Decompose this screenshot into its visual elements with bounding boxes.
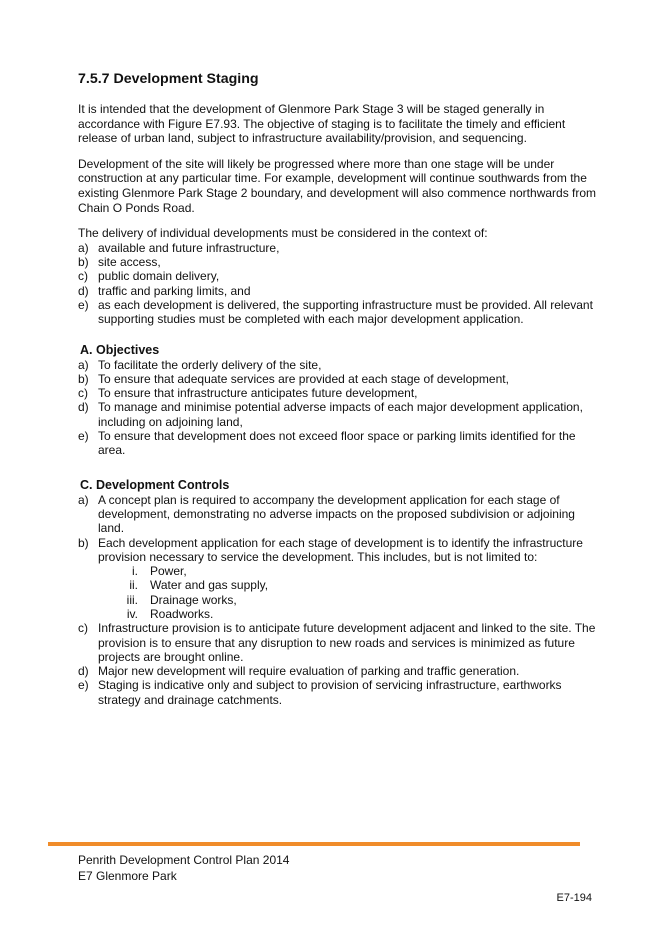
list-item: b) Each development application for each stage of development is to identify the infrastructure provision necessary to service the development. This includes, but is not limited to: i. Power, ii. Water and gas supply, iii. Drainage works, iv. Roadworks. [78,536,598,622]
list-item: b) site access, [78,255,161,270]
list-item: a) To facilitate the orderly delivery of the site, [78,357,322,372]
controls-heading: C. Development Controls [80,477,230,492]
objectives-heading: A. Objectives [80,342,160,357]
list-item: e) To ensure that development does not exceed floor space or parking limits identified for the area. [78,429,576,458]
list-item: c) Infrastructure provision is to anticipate future development adjacent and linked to the site. The provision is to ensure that any disruption to new roads and services is minimized as future projects are brought online. [78,621,596,664]
list-item: b) To ensure that adequate services are provided at each stage of development, [78,371,509,386]
context-list [78,241,598,327]
staging-paragraph: Development of the site will likely be progressed where more than one stage will be under construction at any particular time. For example, development will continue southwards from the existing Glenmore Park Stage 2 boundary, and development will also commence northwards from Chain O Ponds Road. [78,156,597,215]
infrastructure-sublist [98,564,598,621]
list-item: d) Major new development will require evaluation of parking and traffic generation. [78,664,520,679]
footer [78,852,289,884]
sublist-item: i. Power, [132,564,187,579]
section-title: 7.5.7 Development Staging [78,71,259,87]
context-paragraph: The delivery of individual developments must be considered in the context of: [78,226,488,241]
list-item: c) public domain delivery, [78,269,220,284]
sublist-item: iv. Roadworks. [126,606,214,621]
list-item: a) available and future infrastructure, [78,240,280,255]
intro-paragraph: It is intended that the development of Glenmore Park Stage 3 will be staged generally in accordance with Figure E7.93. The objective of staging is to facilitate the timely and efficient release of urban land, subject to infrastructure availability/provision, and sequencing. [78,102,566,146]
footer-section-name: E7 Glenmore Park [78,869,177,883]
sublist-item: iii. Drainage works, [126,592,237,607]
list-item: c) To ensure that infrastructure anticipates future development, [78,386,418,401]
list-item: e) as each development is delivered, the supporting infrastructure must be provided. All relevant supporting studies must be completed with each major development application. [78,297,593,327]
list-item: d) To manage and minimise potential adverse impacts of each major development application, including on adjoining land, [78,400,583,429]
document-page [78,70,598,707]
controls-list [78,493,598,707]
footer-plan-title: Penrith Development Control Plan 2014 [78,853,290,867]
objectives-list [78,358,598,458]
list-item: e) Staging is indicative only and subject to provision of servicing infrastructure, earthworks strategy and drainage catchments. [78,678,562,707]
list-item: a) A concept plan is required to accompany the development application for each stage of development, demonstrating no adverse impacts on the proposed subdivision or adjoining land. [78,492,575,536]
list-item: d) traffic and parking limits, and [78,283,251,298]
page-number: E7-194 [556,892,592,904]
sublist-item: ii. Water and gas supply, [129,578,269,593]
footer-divider [48,842,580,846]
